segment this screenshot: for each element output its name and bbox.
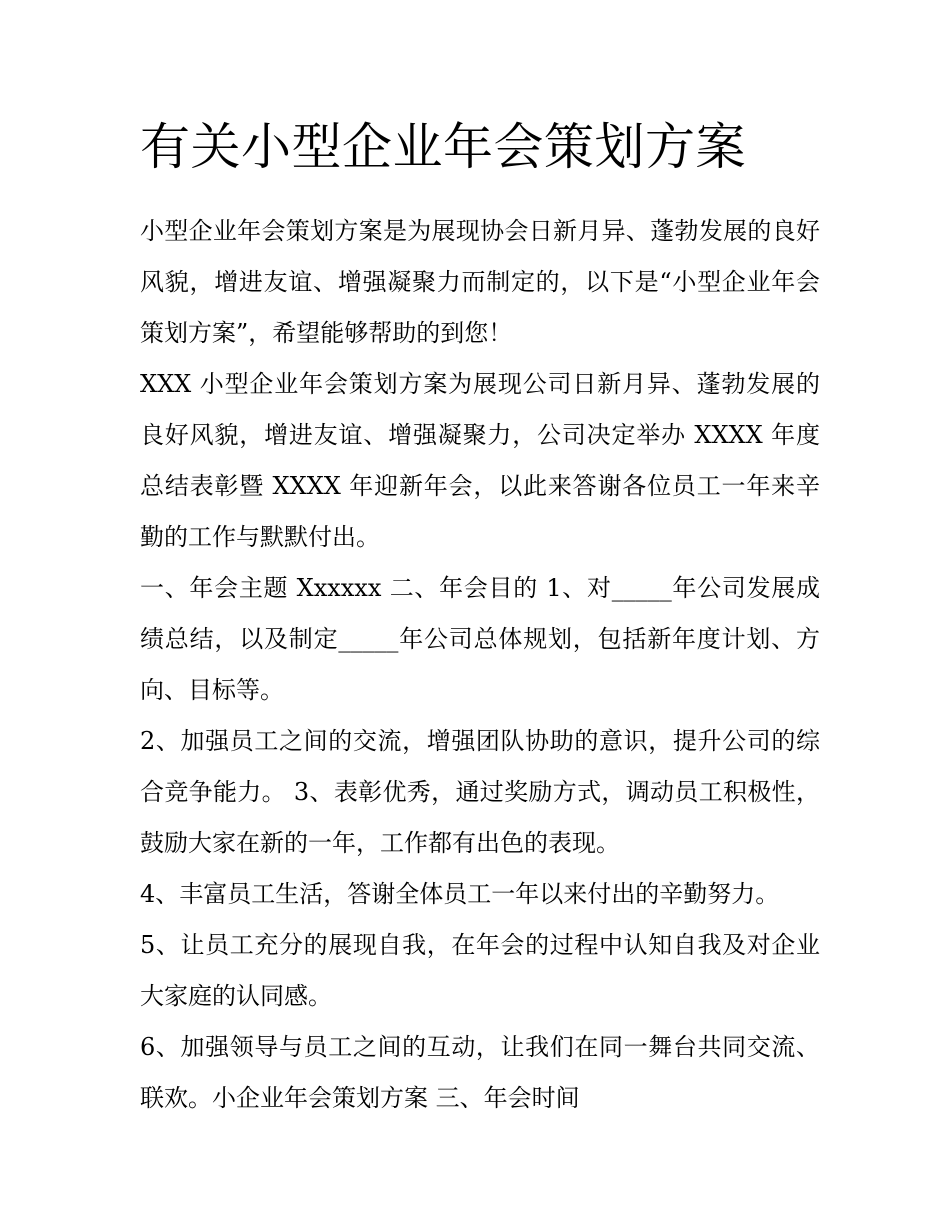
paragraph-purpose-2-3: 2、加强员工之间的交流，增强团队协助的意识，提升公司的综合竞争能力。 3、表彰优秀，通过奖励方式，调动员工积极性，鼓励大家在新的一年，工作都有出色的表现。 [140, 727, 820, 857]
paragraph-background: XXX 小型企业年会策划方案为展现公司日新月异、蓬勃发展的良好风貌，增进友谊、增强凝聚力，公司决定举办 XXXX 年度总结表彰暨 XXXX 年迎新年会，以此来答谢各位员工一年来辛勤的工作与默默付出。 [140, 370, 820, 551]
paragraph-purpose-4: 4、丰富员工生活，答谢全体员工一年以来付出的辛勤努力。 [140, 880, 780, 908]
paragraph-purpose-6: 6、加强领导与员工之间的互动，让我们在同一舞台共同交流、联欢。小企业年会策划方案 三、年会时间 [140, 1033, 820, 1112]
paragraph-theme-and-purpose: 一、年会主题 Xxxxxx 二、年会目的 1、对_____年公司发展成绩总结，以及制定_____年公司总体规划，包括新年度计划、方向、目标等。 [140, 574, 820, 704]
document-body [140, 112, 820, 1124]
paragraph-intro: 小型企业年会策划方案是为展现协会日新月异、蓬勃发展的良好风貌，增进友谊、增强凝聚力而制定的，以下是“小型企业年会策划方案”，希望能够帮助的到您！ [140, 217, 820, 347]
document-title: 有关小型企业年会策划方案 [140, 118, 746, 176]
paragraph-purpose-5: 5、让员工充分的展现自我，在年会的过程中认知自我及对企业大家庭的认同感。 [140, 931, 820, 1010]
